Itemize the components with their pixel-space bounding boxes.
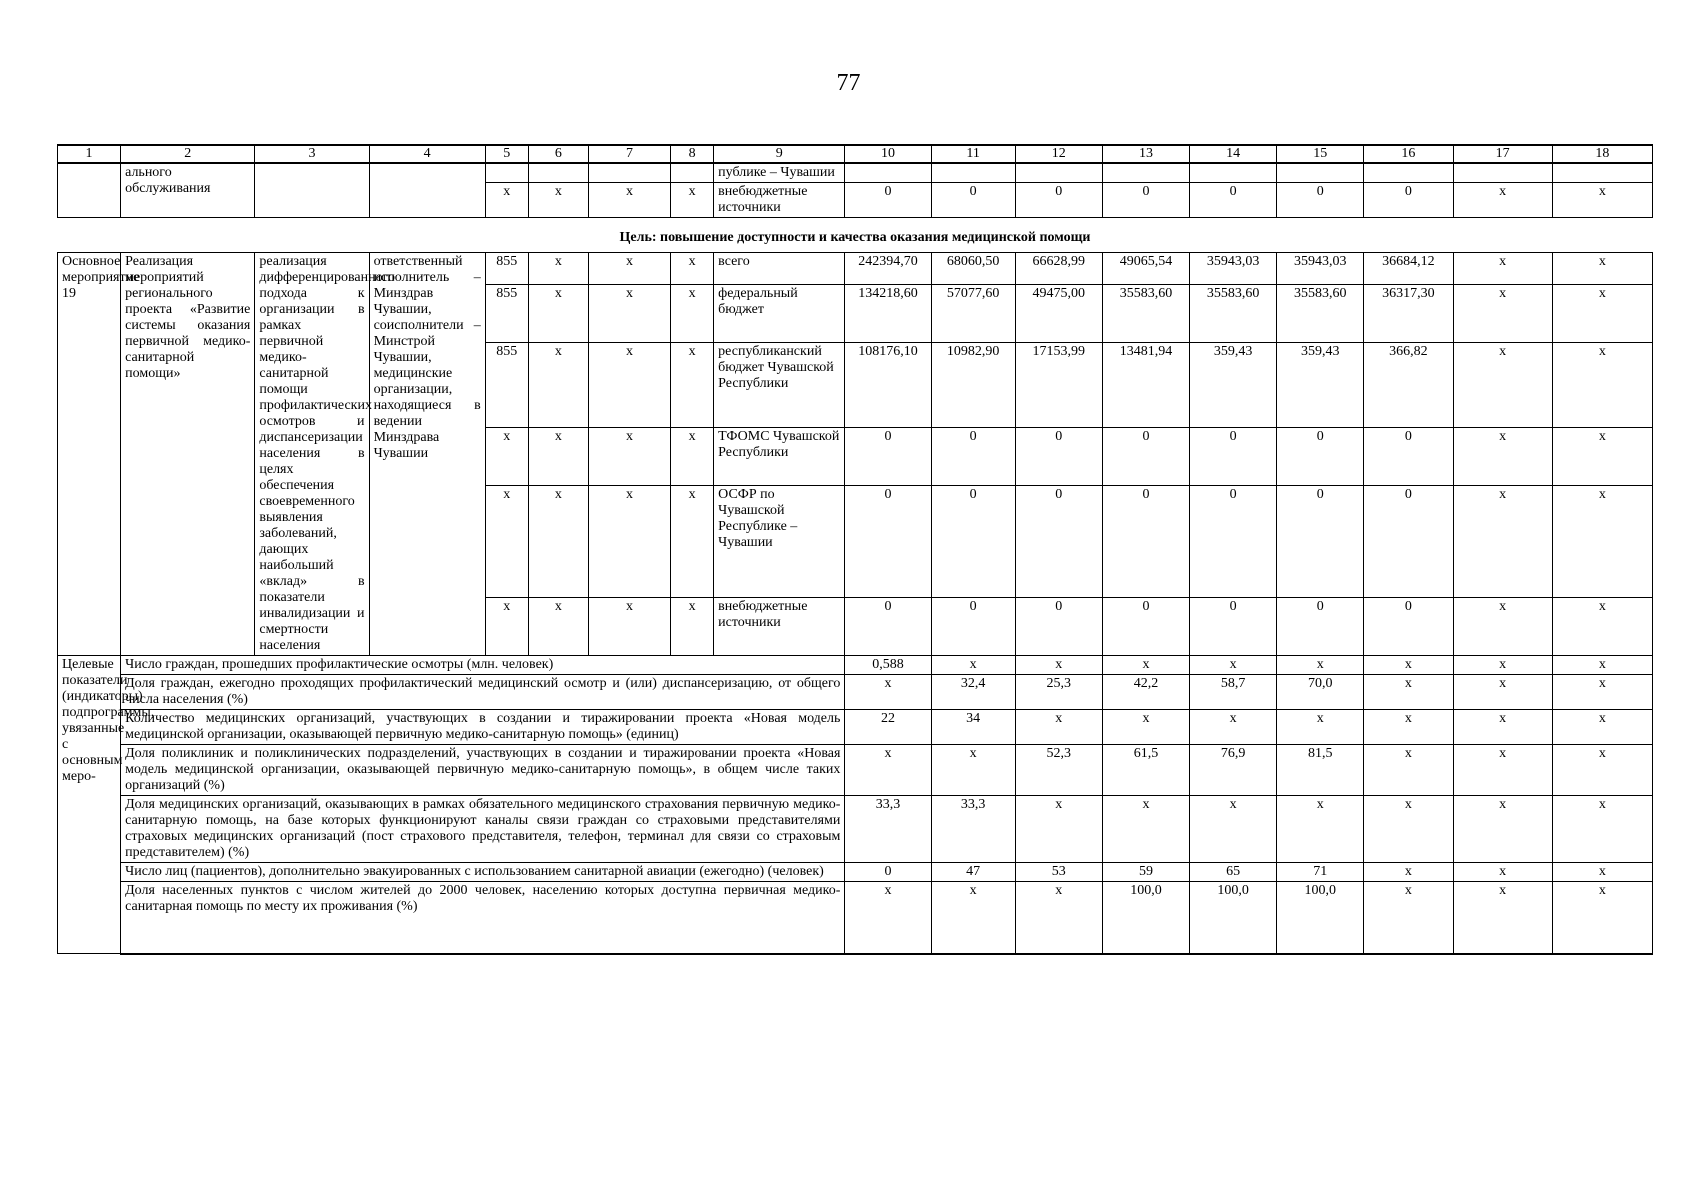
cell: 35583,60 — [1102, 284, 1189, 342]
cell: x — [1552, 342, 1652, 427]
cell: x — [671, 284, 714, 342]
cell: 0 — [931, 427, 1015, 485]
cell: 17153,99 — [1015, 342, 1102, 427]
cell — [1277, 163, 1364, 183]
cell-source: публике – Чувашии — [714, 163, 845, 183]
cell: x — [1552, 745, 1652, 796]
column-header: 3 — [255, 145, 369, 163]
cell: x — [1453, 486, 1552, 598]
cell-source: внебюджетные источники — [714, 597, 845, 655]
cell: x — [1015, 796, 1102, 863]
cell: 36684,12 — [1364, 253, 1453, 285]
cell: x — [588, 342, 670, 427]
cell: 0 — [1015, 183, 1102, 218]
cell: x — [1453, 342, 1552, 427]
cell: x — [1552, 183, 1652, 218]
cell — [845, 163, 931, 183]
cell: 0 — [1364, 597, 1453, 655]
cell: 0 — [845, 486, 931, 598]
cell-indicators-label: Целевые показатели (индикаторы) подпрограммы, увязанные с основным меро- — [58, 656, 121, 954]
column-header: 15 — [1277, 145, 1364, 163]
cell — [1190, 163, 1277, 183]
cell-indicator-text: Число лиц (пациентов), дополнительно эвакуированных с использованием санитарной авиации (ежегодно) (человек) — [121, 863, 845, 882]
cell: 0 — [1364, 427, 1453, 485]
cell: x — [485, 597, 528, 655]
cell: 0 — [1102, 486, 1189, 598]
cell: 35583,60 — [1190, 284, 1277, 342]
cell: 0 — [1015, 486, 1102, 598]
cell: 58,7 — [1190, 675, 1277, 710]
financing-table — [57, 144, 1653, 955]
cell: 10982,90 — [931, 342, 1015, 427]
cell: 855 — [485, 342, 528, 427]
cell: x — [528, 342, 588, 427]
cell: x — [528, 284, 588, 342]
column-header: 9 — [714, 145, 845, 163]
cell — [931, 163, 1015, 183]
cell: 52,3 — [1015, 745, 1102, 796]
cell: x — [1364, 796, 1453, 863]
cell: x — [1453, 863, 1552, 882]
cell: x — [588, 427, 670, 485]
indicator-row — [58, 656, 1653, 675]
cell-source: ТФОМС Чувашской Республики — [714, 427, 845, 485]
cell: 855 — [485, 284, 528, 342]
cell: x — [1552, 253, 1652, 285]
cell: 33,3 — [845, 796, 931, 863]
cell: x — [671, 427, 714, 485]
goal-heading: Цель: повышение доступности и качества оказания медицинской помощи — [58, 218, 1653, 253]
cell: x — [1552, 486, 1652, 598]
column-header: 7 — [588, 145, 670, 163]
cell-event-name: ального обслуживания — [121, 163, 255, 218]
cell: 35943,03 — [1190, 253, 1277, 285]
column-header: 18 — [1552, 145, 1652, 163]
cell: 0 — [1190, 486, 1277, 598]
cell: x — [1453, 284, 1552, 342]
cell: x — [588, 253, 670, 285]
cell: x — [1015, 882, 1102, 954]
column-header: 16 — [1364, 145, 1453, 163]
cell: 32,4 — [931, 675, 1015, 710]
cell: x — [1552, 863, 1652, 882]
cell-source: федеральный бюджет — [714, 284, 845, 342]
page-number: 77 — [836, 70, 861, 96]
cell: 855 — [485, 253, 528, 285]
cell: 0 — [1277, 427, 1364, 485]
cell: 49475,00 — [1015, 284, 1102, 342]
cell: 0 — [1190, 183, 1277, 218]
cell: 0 — [1190, 427, 1277, 485]
cell: 76,9 — [1190, 745, 1277, 796]
table-row — [58, 253, 1653, 285]
cell: x — [588, 183, 670, 218]
cell: x — [1453, 656, 1552, 675]
cell-indicator-text: Доля граждан, ежегодно проходящих профилактический медицинский осмотр и (или) диспансеризацию, от общего числа населения (%) — [121, 675, 845, 710]
cell: 359,43 — [1190, 342, 1277, 427]
cell: 0 — [1364, 486, 1453, 598]
cell: 0 — [1102, 183, 1189, 218]
cell: x — [845, 675, 931, 710]
cell: x — [528, 427, 588, 485]
cell: 0 — [931, 486, 1015, 598]
cell: x — [1552, 710, 1652, 745]
cell: x — [1364, 863, 1453, 882]
cell-indicator-text: Число граждан, прошедших профилактические осмотры (млн. человек) — [121, 656, 845, 675]
indicator-row — [58, 745, 1653, 796]
cell: 36317,30 — [1364, 284, 1453, 342]
cell: x — [528, 253, 588, 285]
cell: 108176,10 — [845, 342, 931, 427]
cell: x — [845, 882, 931, 954]
cell: x — [1102, 710, 1189, 745]
column-header: 8 — [671, 145, 714, 163]
column-number-row — [58, 145, 1653, 163]
cell-source: всего — [714, 253, 845, 285]
cell: 0 — [1277, 597, 1364, 655]
cell — [58, 163, 121, 218]
cell: 0 — [1190, 597, 1277, 655]
cell: x — [1453, 882, 1552, 954]
cell: 66628,99 — [1015, 253, 1102, 285]
column-header: 17 — [1453, 145, 1552, 163]
cell: 25,3 — [1015, 675, 1102, 710]
cell: x — [1364, 710, 1453, 745]
cell: 35583,60 — [1277, 284, 1364, 342]
cell: x — [1015, 710, 1102, 745]
cell: 59 — [1102, 863, 1189, 882]
cell — [369, 163, 485, 218]
cell-indicator-text: Доля поликлиник и поликлинических подразделений, участвующих в создании и тиражировании проекта «Новая модель медицинской организации, оказывающей первичную медико-санитарную помощь», в общем числе таких организаций (%) — [121, 745, 845, 796]
column-header: 10 — [845, 145, 931, 163]
cell: x — [671, 342, 714, 427]
cell: x — [1453, 710, 1552, 745]
cell: 0,588 — [845, 656, 931, 675]
indicator-row — [58, 675, 1653, 710]
cell: x — [588, 597, 670, 655]
column-header: 6 — [528, 145, 588, 163]
cell: x — [1102, 656, 1189, 675]
cell: 42,2 — [1102, 675, 1189, 710]
table-row — [58, 163, 1653, 183]
cell: x — [1277, 796, 1364, 863]
cell: 0 — [1102, 597, 1189, 655]
cell — [1552, 163, 1652, 183]
cell: 13481,94 — [1102, 342, 1189, 427]
cell: 47 — [931, 863, 1015, 882]
cell: x — [588, 486, 670, 598]
cell: 0 — [1364, 183, 1453, 218]
cell — [671, 163, 714, 183]
column-header: 1 — [58, 145, 121, 163]
cell: 100,0 — [1277, 882, 1364, 954]
cell: x — [485, 183, 528, 218]
cell: x — [588, 284, 670, 342]
cell: x — [1190, 710, 1277, 745]
cell: 53 — [1015, 863, 1102, 882]
column-header: 13 — [1102, 145, 1189, 163]
cell: x — [931, 656, 1015, 675]
cell: x — [1453, 745, 1552, 796]
cell-indicator-text: Доля медицинских организаций, оказывающих в рамках обязательного медицинского страхования первичную медико-санитарную помощь, на базе которых функционируют каналы связи граждан со страховыми представителями страховых медицинских организаций (пост страхового представителя, телефон, терминал для связи со страховым представителем) (%) — [121, 796, 845, 863]
cell: x — [931, 745, 1015, 796]
cell: x — [671, 486, 714, 598]
cell: 0 — [1102, 427, 1189, 485]
cell: 0 — [845, 427, 931, 485]
cell: 366,82 — [1364, 342, 1453, 427]
cell-event-description: реализация дифференцированного подхода к организации в рамках первичной медико-санитарной помощи профилактических осмотров и диспансеризации населения в целях обеспечения своевременного выявления заболеваний, дающих наибольший «вклад» в показатели инвалидизации и смертности населения — [255, 253, 369, 656]
cell: x — [1190, 656, 1277, 675]
column-header: 11 — [931, 145, 1015, 163]
cell: x — [1190, 796, 1277, 863]
cell: x — [931, 882, 1015, 954]
cell — [528, 163, 588, 183]
cell: 0 — [931, 183, 1015, 218]
cell — [1364, 163, 1453, 183]
cell: x — [1552, 656, 1652, 675]
cell: 0 — [931, 597, 1015, 655]
cell: 134218,60 — [845, 284, 931, 342]
cell: x — [1552, 597, 1652, 655]
cell: x — [1364, 675, 1453, 710]
cell-event-name: Реализация мероприятий регионального проекта «Развитие системы оказания первичной медико-санитарной помощи» — [121, 253, 255, 656]
cell: 49065,54 — [1102, 253, 1189, 285]
indicator-row — [58, 882, 1653, 954]
cell: 0 — [845, 863, 931, 882]
cell: 34 — [931, 710, 1015, 745]
goal-row — [58, 218, 1653, 253]
cell: 22 — [845, 710, 931, 745]
cell-indicator-text: Количество медицинских организаций, участвующих в создании и тиражировании проекта «Новая модель медицинской организации, оказывающей первичную медико-санитарную помощь» (единиц) — [121, 710, 845, 745]
cell: x — [1453, 597, 1552, 655]
cell: 0 — [1015, 427, 1102, 485]
cell: 0 — [1277, 486, 1364, 598]
cell: 0 — [1277, 183, 1364, 218]
cell-source: ОСФР по Чувашской Республике – Чувашии — [714, 486, 845, 598]
cell: 35943,03 — [1277, 253, 1364, 285]
cell — [1015, 163, 1102, 183]
cell: x — [1453, 675, 1552, 710]
cell: x — [671, 183, 714, 218]
cell: x — [1277, 710, 1364, 745]
cell — [255, 163, 369, 218]
column-header: 4 — [369, 145, 485, 163]
cell: x — [845, 745, 931, 796]
cell: x — [1364, 656, 1453, 675]
cell — [1102, 163, 1189, 183]
cell: x — [1552, 675, 1652, 710]
cell: 61,5 — [1102, 745, 1189, 796]
column-header: 14 — [1190, 145, 1277, 163]
cell: x — [528, 486, 588, 598]
cell-source: внебюджетные источники — [714, 183, 845, 218]
cell: 68060,50 — [931, 253, 1015, 285]
cell: x — [1364, 745, 1453, 796]
column-header: 2 — [121, 145, 255, 163]
cell-indicator-text: Доля населенных пунктов с числом жителей до 2000 человек, населению которых доступна первичная медико-санитарная помощь по месту их проживания (%) — [121, 882, 845, 954]
cell: 359,43 — [1277, 342, 1364, 427]
cell — [485, 163, 528, 183]
cell — [1453, 163, 1552, 183]
cell: x — [528, 183, 588, 218]
cell: 0 — [845, 183, 931, 218]
cell: 65 — [1190, 863, 1277, 882]
indicator-row — [58, 796, 1653, 863]
cell: x — [1453, 253, 1552, 285]
cell: x — [1364, 882, 1453, 954]
indicator-row — [58, 710, 1653, 745]
cell: 242394,70 — [845, 253, 931, 285]
cell: x — [671, 253, 714, 285]
cell: x — [1277, 656, 1364, 675]
indicator-row — [58, 863, 1653, 882]
cell-event-number: Основное мероприятие 19 — [58, 253, 121, 656]
cell: x — [528, 597, 588, 655]
cell-source: республиканский бюджет Чувашской Республики — [714, 342, 845, 427]
cell — [588, 163, 670, 183]
cell: 57077,60 — [931, 284, 1015, 342]
cell: x — [1552, 796, 1652, 863]
cell: x — [1453, 796, 1552, 863]
cell: 100,0 — [1102, 882, 1189, 954]
cell: x — [1552, 284, 1652, 342]
cell: x — [1453, 183, 1552, 218]
cell: 70,0 — [1277, 675, 1364, 710]
cell: x — [1552, 427, 1652, 485]
cell: 100,0 — [1190, 882, 1277, 954]
cell: 71 — [1277, 863, 1364, 882]
cell: 33,3 — [931, 796, 1015, 863]
column-header: 12 — [1015, 145, 1102, 163]
cell: x — [671, 597, 714, 655]
cell-executor: ответственный исполнитель – Минздрав Чувашии, соисполнители – Минстрой Чувашии, медицинские организации, находящиеся в ведении Минздрава Чувашии — [369, 253, 485, 656]
cell: x — [1552, 882, 1652, 954]
cell: x — [1102, 796, 1189, 863]
column-header: 5 — [485, 145, 528, 163]
cell: x — [485, 486, 528, 598]
cell: x — [1015, 656, 1102, 675]
cell: 0 — [845, 597, 931, 655]
cell: 81,5 — [1277, 745, 1364, 796]
cell: x — [1453, 427, 1552, 485]
cell: 0 — [1015, 597, 1102, 655]
cell: x — [485, 427, 528, 485]
